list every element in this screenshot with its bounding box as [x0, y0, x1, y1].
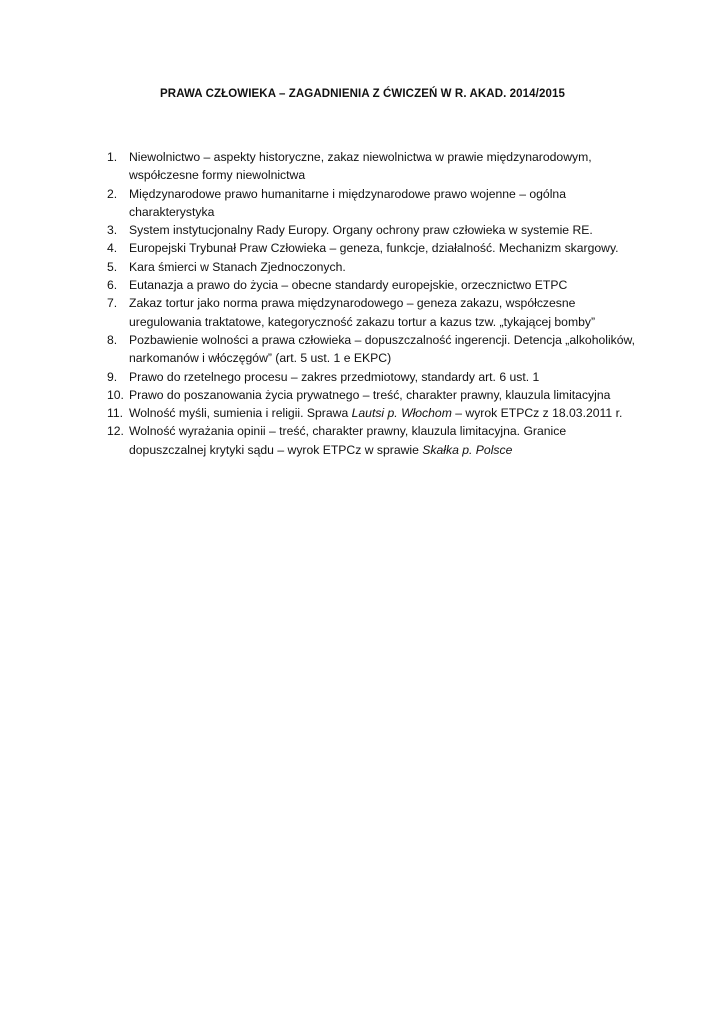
list-item-number: 11.: [107, 406, 124, 421]
list-item-text: [129, 276, 647, 294]
list-item-text-part: Wolność wyrażania opinii – treść, charakter prawny, klauzula limitacyjna. Granice: [129, 424, 567, 439]
list-item-number: 4.: [107, 241, 118, 256]
list-item: [107, 258, 647, 276]
list-item-text: [129, 294, 647, 331]
list-item-text-part: System instytucjonalny Rady Europy. Organy ochrony praw człowieka w systemie RE.: [129, 223, 593, 238]
topic-list: [107, 148, 647, 459]
list-item-text-part: narkomanów i włóczęgów” (art. 5 ust. 1 e EKPC): [129, 351, 392, 366]
list-item-number: 1.: [107, 150, 118, 164]
list-item: [107, 239, 647, 257]
case-name: Skałka p. Polsce: [422, 442, 513, 457]
list-item-number: 5.: [107, 259, 118, 274]
list-item-number: 12.: [107, 424, 124, 439]
list-item-text: [129, 422, 647, 459]
list-item-text-part: uregulowania traktatowe, kategoryczność zakazu tortur a kazus tzw. „tykającej bomby”: [129, 314, 596, 329]
list-item-text: [129, 221, 647, 239]
list-item-number: 3.: [107, 223, 118, 238]
list-item-number: 9.: [107, 369, 118, 384]
list-item-text: [129, 185, 647, 222]
list-item-text-part: Prawo do poszanowania życia prywatnego – treść, charakter prawny, klauzula limitacyjna: [129, 387, 611, 402]
list-item-text-part: Pozbawienie wolności a prawa człowieka – dopuszczalność ingerencji. Detencja „alkoholików,: [129, 332, 636, 347]
list-item-text: [129, 258, 647, 276]
list-item-text-part: Kara śmierci w Stanach Zjednoczonych.: [129, 259, 346, 274]
list-item: [107, 386, 647, 404]
list-item: [107, 185, 647, 222]
list-item-number: 8.: [107, 332, 118, 347]
list-item-text: [129, 148, 647, 185]
list-item-text: [129, 386, 647, 404]
list-item-number: 2.: [107, 186, 118, 201]
list-item: [107, 221, 647, 239]
list-item-text-part: Międzynarodowe prawo humanitarne i międzynarodowe prawo wojenne – ogólna: [129, 186, 566, 201]
list-item-number: 7.: [107, 296, 118, 311]
list-item: [107, 294, 647, 331]
list-item-text: [129, 239, 647, 257]
list-item: [107, 148, 647, 185]
list-item: [107, 331, 647, 368]
list-item: [107, 368, 647, 386]
page-title: PRAWA CZŁOWIEKA – ZAGADNIENIA Z ĆWICZEŃ W R. AKAD. 2014/2015: [160, 88, 565, 100]
list-item-text-part: charakterystyka: [129, 204, 215, 219]
list-item-text-part: Zakaz tortur jako norma prawa międzynarodowego – geneza zakazu, współczesne: [129, 296, 576, 311]
list-item-text-part: Prawo do rzetelnego procesu – zakres przedmiotowy, standardy art. 6 ust. 1: [129, 369, 540, 384]
case-name: Lautsi p. Włochom: [351, 406, 452, 421]
list-item-number: 6.: [107, 278, 118, 293]
list-item-text-part: Wolność myśli, sumienia i religii. Sprawa: [129, 406, 352, 421]
list-item-text-part: współczesne formy niewolnictwa: [129, 168, 306, 183]
list-item-text: [129, 368, 647, 386]
list-item-text: [129, 331, 647, 368]
list-item-text-part: Eutanazja a prawo do życia – obecne standardy europejskie, orzecznictwo ETPC: [129, 278, 568, 293]
list-item-text-part: Europejski Trybunał Praw Człowieka – geneza, funkcje, działalność. Mechanizm skargowy.: [129, 241, 619, 256]
list-item-text: [129, 404, 647, 422]
list-item-text-part: Niewolnictwo – aspekty historyczne, zakaz niewolnictwa w prawie międzynarodowym,: [129, 150, 592, 164]
list-item: [107, 404, 647, 422]
list-item-text-part: dopuszczalnej krytyki sądu – wyrok ETPCz w sprawie: [129, 442, 423, 457]
list-item: [107, 422, 647, 459]
list-item: [107, 276, 647, 294]
list-item-number: 10.: [107, 387, 124, 402]
list-item-text-part: – wyrok ETPCz z 18.03.2011 r.: [451, 406, 623, 421]
